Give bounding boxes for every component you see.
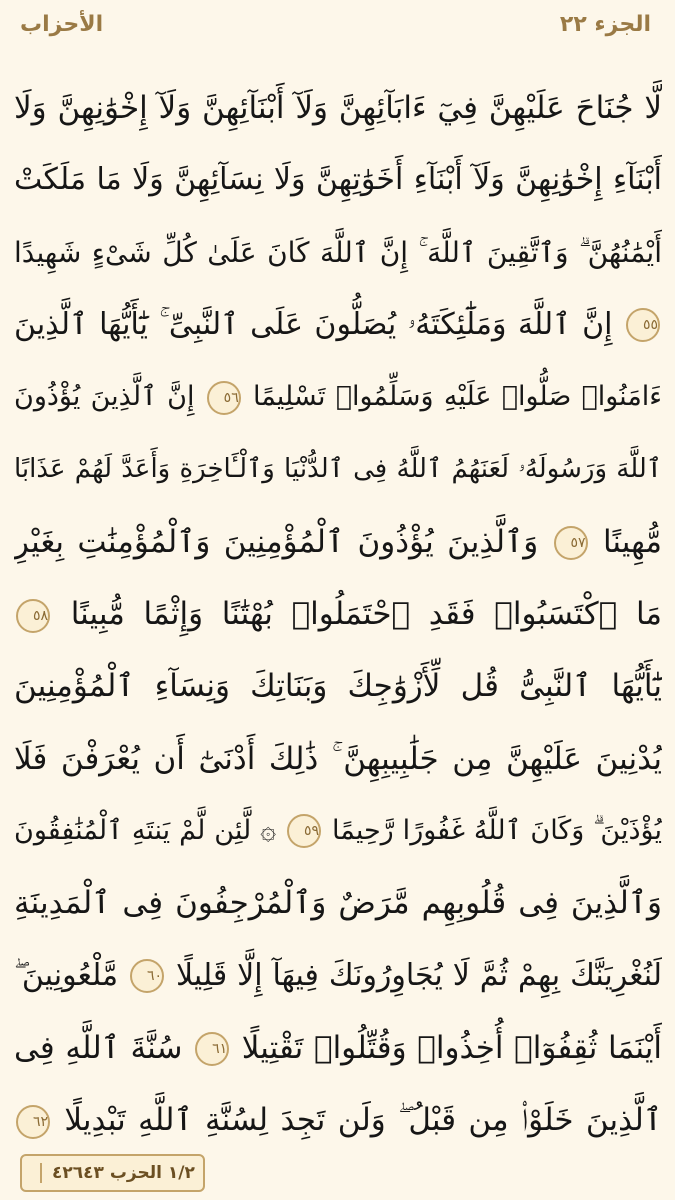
text-line-7 bbox=[14, 506, 662, 578]
text-line-6 bbox=[14, 433, 662, 505]
line-text: لَّا جُنَاحَ عَلَيْهِنَّ فِيٓ ءَابَآئِهِنَّ وَلَآ أَبْنَآئِهِنَّ وَلَآ إِخْوَٰنِهِنَّ وَلَا bbox=[14, 90, 662, 126]
page-header bbox=[0, 0, 675, 60]
line-text: إِنَّ ٱلَّذِينَ يُؤْذُونَ bbox=[14, 381, 195, 413]
line-text: لَنُغْرِيَنَّكَ بِهِمْ ثُمَّ لَا يُجَاوِرُونَكَ فِيهَآ إِلَّا قَلِيلًا bbox=[175, 957, 662, 993]
ayah-number-marker: ٦٢ bbox=[16, 1105, 50, 1139]
text-line-15 bbox=[14, 1084, 662, 1156]
line-text: ۞ لَّئِن لَّمْ يَنتَهِ ٱلْمُنَٰفِقُونَ bbox=[14, 814, 277, 846]
ayah-number-marker: ٦٠ bbox=[130, 959, 164, 993]
line-text: مُّهِينًا bbox=[602, 523, 662, 560]
ayah-number-marker: ٥٩ bbox=[287, 814, 321, 848]
ayah-number-marker: ٥٨ bbox=[16, 599, 50, 633]
text-line-1 bbox=[14, 72, 662, 144]
line-text: مَّلْعُونِينَ ۖ bbox=[14, 957, 119, 993]
page-number: ٤٢٦ bbox=[40, 1163, 83, 1183]
text-line-5 bbox=[14, 361, 662, 433]
text-line-2 bbox=[14, 144, 662, 216]
line-text: يُدْنِينَ عَلَيْهِنَّ مِن جَلَٰبِيبِهِنَّ ۚ ذَٰلِكَ أَدْنَىٰٓ أَن يُعْرَفْنَ فَلَا bbox=[14, 740, 662, 777]
text-line-9 bbox=[14, 650, 662, 722]
line-text: ٱللَّهَ وَرَسُولَهُۥ لَعَنَهُمُ ٱللَّهُ فِى ٱلدُّنْيَا وَٱلْـَٔاخِرَةِ وَأَعَدَّ لَهُمْ عَذَابًا bbox=[14, 454, 662, 485]
line-text: يُؤْذَيْنَ ۗ وَكَانَ ٱللَّهُ غَفُورًا رَّحِيمًا bbox=[332, 814, 662, 846]
text-line-14 bbox=[14, 1012, 662, 1084]
line-text: أَيْنَمَا ثُقِفُوٓا۟ أُخِذُوا۟ وَقُتِّلُوا۟ تَقْتِيلًا bbox=[241, 1029, 662, 1066]
page-info-box bbox=[20, 1154, 205, 1192]
line-text: إِنَّ ٱللَّهَ وَمَلَٰٓئِكَتَهُۥ يُصَلُّونَ عَلَى ٱلنَّبِىِّ ۚ يَٰٓأَيُّهَا ٱلَّذِينَ bbox=[14, 306, 613, 342]
line-text: سُنَّةَ ٱللَّهِ فِى bbox=[14, 1029, 183, 1066]
line-text: يَٰٓأَيُّهَا ٱلنَّبِىُّ قُل لِّأَزْوَٰجِكَ وَبَنَاتِكَ وَنِسَآءِ ٱلْمُؤْمِنِينَ bbox=[14, 668, 662, 705]
line-text: مَا ٱكْتَسَبُوا۟ فَقَدِ ٱحْتَمَلُوا۟ بُهْتَٰنًا وَإِثْمًا مُّبِينًا bbox=[70, 596, 662, 633]
line-text: أَيْمَٰنُهُنَّ ۗ وَٱتَّقِينَ ٱللَّهَ ۚ إِنَّ ٱللَّهَ كَانَ عَلَىٰ كُلِّ شَىْءٍ شَهِيدًا bbox=[14, 235, 662, 269]
line-text: ٱلَّذِينَ خَلَوْا۟ مِن قَبْلُ ۖ وَلَن تَجِدَ لِسُنَّةِ ٱللَّهِ تَبْدِيلًا bbox=[64, 1102, 662, 1139]
ayah-number-marker: ٥٦ bbox=[207, 381, 241, 415]
line-text: وَٱلَّذِينَ فِى قُلُوبِهِم مَّرَضٌ وَٱلْمُرْجِفُونَ فِى ٱلْمَدِينَةِ bbox=[14, 885, 662, 922]
quran-text bbox=[14, 72, 662, 1152]
ayah-number-marker: ٥٥ bbox=[626, 308, 660, 342]
line-text: وَٱلَّذِينَ يُؤْذُونَ ٱلْمُؤْمِنِينَ وَٱلْمُؤْمِنَٰتِ بِغَيْرِ bbox=[14, 523, 539, 560]
text-line-13 bbox=[14, 940, 662, 1012]
surah-name: الأحزاب bbox=[20, 12, 104, 37]
page-footer bbox=[0, 1148, 675, 1200]
line-text: أَبْنَآءِ إِخْوَٰنِهِنَّ وَلَآ أَبْنَآءِ أَخَوَٰتِهِنَّ وَلَا نِسَآئِهِنَّ وَلَا مَا مَلَكَتْ bbox=[14, 162, 662, 198]
ayah-number-marker: ٥٧ bbox=[554, 526, 588, 560]
ayah-number-marker: ٦١ bbox=[195, 1032, 229, 1066]
juz-label: الجزء ٢٢ bbox=[559, 12, 651, 37]
text-line-8 bbox=[14, 578, 662, 650]
hizb-indicator: ١/٢ الحزب ٤٣ bbox=[83, 1163, 195, 1183]
text-line-3 bbox=[14, 217, 662, 289]
text-line-11 bbox=[14, 795, 662, 867]
text-line-10 bbox=[14, 723, 662, 795]
text-line-4 bbox=[14, 289, 662, 361]
text-line-12 bbox=[14, 867, 662, 939]
line-text: ءَامَنُوا۟ صَلُّوا۟ عَلَيْهِ وَسَلِّمُوا۟ تَسْلِيمًا bbox=[252, 381, 662, 413]
